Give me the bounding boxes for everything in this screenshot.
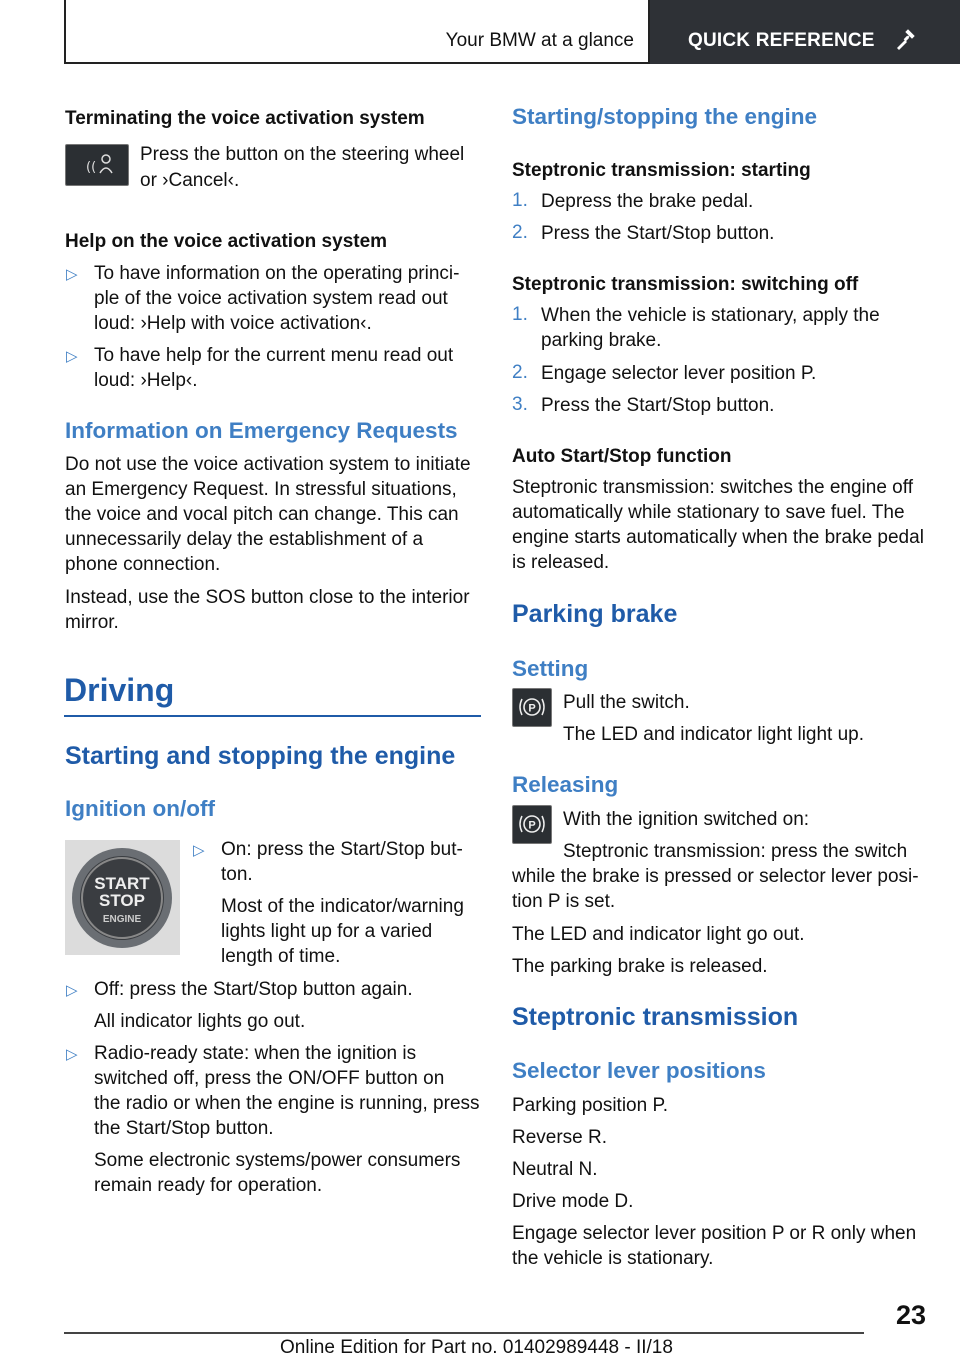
bullet-triangle-icon: ▷ bbox=[193, 842, 205, 859]
radio-bullet-line-4: the Start/Stop button. bbox=[94, 1118, 274, 1139]
help-bullet-1-line-1: To have information on the operating princi- bbox=[94, 263, 460, 284]
radio-sub-line-1: Some electronic systems/power consumers bbox=[94, 1150, 461, 1171]
svg-text:P: P bbox=[528, 702, 536, 715]
bullet-triangle-icon: ▷ bbox=[66, 1046, 78, 1063]
position-d: Drive mode D. bbox=[512, 1191, 634, 1212]
position-r: Reverse R. bbox=[512, 1127, 608, 1148]
stop-label: STOP bbox=[99, 891, 145, 910]
on-bullet-line-2: ton. bbox=[221, 864, 253, 885]
auto-line-3: engine starts automatically when the brake pedal bbox=[512, 527, 924, 548]
emergency-heading: Information on Emergency Requests bbox=[65, 418, 458, 443]
parking-brake-icon bbox=[513, 806, 551, 843]
emergency-p2-line-1: Instead, use the SOS button close to the interior bbox=[65, 587, 470, 608]
on-sub-line-1: Most of the indicator/warning bbox=[221, 896, 464, 917]
page-number: 23 bbox=[896, 1300, 927, 1330]
emergency-p1-line-4: unnecessarily delay the establishment of a bbox=[65, 529, 424, 550]
step-number: 3. bbox=[512, 394, 528, 415]
position-n: Neutral N. bbox=[512, 1159, 598, 1180]
help-voice-heading: Help on the voice activation system bbox=[65, 231, 388, 252]
start-stop-engine-heading: Starting and stopping the engine bbox=[65, 742, 456, 770]
wrench-icon bbox=[894, 28, 918, 52]
emergency-p1-line-5: phone connection. bbox=[65, 554, 221, 575]
st-off-step-1-line-2: parking brake. bbox=[541, 330, 662, 351]
radio-bullet-line-1: Radio-ready state: when the ignition is bbox=[94, 1043, 417, 1064]
help-bullet-2-line-2: loud: ›Help‹. bbox=[94, 370, 198, 391]
terminating-voice-heading: Terminating the voice activation system bbox=[65, 108, 425, 129]
footer-edition: Online Edition for Part no. 01402989448 - II/18 bbox=[280, 1337, 673, 1358]
parking-switch-image bbox=[512, 688, 552, 727]
radio-bullet-line-3: the radio or when the engine is running, press bbox=[94, 1093, 480, 1114]
svg-text:((: (( bbox=[86, 160, 97, 175]
bullet-triangle-icon: ▷ bbox=[66, 266, 78, 283]
engage-line-1: Engage selector lever position P or R only when bbox=[512, 1223, 917, 1244]
setting-line-2: The LED and indicator light light up. bbox=[563, 724, 865, 745]
parking-brake-heading: Parking brake bbox=[512, 600, 678, 628]
emergency-p1-line-1: Do not use the voice activation system to initiate bbox=[65, 454, 471, 475]
header-section-title: Your BMW at a glance bbox=[445, 30, 634, 51]
driving-rule bbox=[64, 715, 481, 717]
help-bullet-2-line-1: To have help for the current menu read out bbox=[94, 345, 454, 366]
start-stop-icon bbox=[65, 840, 180, 955]
footer-rule bbox=[64, 1332, 864, 1334]
voice-command-icon bbox=[66, 145, 128, 185]
on-sub-line-2: lights light up for a varied bbox=[221, 921, 433, 942]
parking-switch-image bbox=[512, 805, 552, 844]
auto-line-4: is released. bbox=[512, 552, 610, 573]
selector-lever-heading: Selector lever positions bbox=[512, 1058, 766, 1083]
releasing-line-5: The LED and indicator light go out. bbox=[512, 924, 805, 945]
engage-line-2: the vehicle is stationary. bbox=[512, 1248, 714, 1269]
st-start-heading: Steptronic transmission: starting bbox=[512, 160, 811, 181]
st-off-step-2: Engage selector lever position P. bbox=[541, 363, 817, 384]
starting-stopping-heading: Starting/stopping the engine bbox=[512, 104, 817, 129]
on-bullet-line-1: On: press the Start/Stop but- bbox=[221, 839, 463, 860]
start-label: START bbox=[94, 874, 150, 893]
off-sub: All indicator lights go out. bbox=[94, 1011, 306, 1032]
bullet-triangle-icon: ▷ bbox=[66, 348, 78, 365]
emergency-p1-line-3: the voice and vocal pitch can change. This can bbox=[65, 504, 459, 525]
position-p: Parking position P. bbox=[512, 1095, 668, 1116]
st-off-step-1-line-1: When the vehicle is stationary, apply the bbox=[541, 305, 880, 326]
releasing-heading: Releasing bbox=[512, 772, 619, 797]
driving-heading: Driving bbox=[64, 672, 175, 708]
help-bullet-1-line-3: loud: ›Help with voice activation‹. bbox=[94, 313, 372, 334]
emergency-p1-line-2: an Emergency Request. In stressful situations, bbox=[65, 479, 457, 500]
off-bullet: Off: press the Start/Stop button again. bbox=[94, 979, 413, 1000]
st-start-step-1: Depress the brake pedal. bbox=[541, 191, 754, 212]
auto-start-stop-heading: Auto Start/Stop function bbox=[512, 446, 732, 467]
auto-line-2: automatically while stationary to save fuel. The bbox=[512, 502, 905, 523]
ignition-heading: Ignition on/off bbox=[65, 796, 215, 821]
radio-bullet-line-2: switched off, press the ON/OFF button on bbox=[94, 1068, 445, 1089]
svg-text:P: P bbox=[528, 819, 536, 832]
help-bullet-1-line-2: ple of the voice activation system read out bbox=[94, 288, 448, 309]
step-number: 2. bbox=[512, 362, 528, 383]
radio-sub-line-2: remain ready for operation. bbox=[94, 1175, 323, 1196]
start-stop-button-image bbox=[65, 840, 180, 955]
bullet-triangle-icon: ▷ bbox=[66, 982, 78, 999]
setting-heading: Setting bbox=[512, 656, 589, 681]
releasing-line-2: Steptronic transmission: press the switch bbox=[563, 841, 908, 862]
header-section-box bbox=[64, 0, 650, 64]
parking-brake-icon bbox=[513, 689, 551, 726]
terminating-line-1: Press the button on the steering wheel bbox=[140, 144, 465, 165]
voice-button-image bbox=[65, 144, 129, 186]
header-tab-label: QUICK REFERENCE bbox=[688, 30, 875, 51]
on-sub-line-3: length of time. bbox=[221, 946, 341, 967]
releasing-line-1: With the ignition switched on: bbox=[563, 809, 810, 830]
header-tab bbox=[650, 0, 960, 64]
st-off-step-3: Press the Start/Stop button. bbox=[541, 395, 775, 416]
steptronic-heading: Steptronic transmission bbox=[512, 1003, 799, 1031]
st-off-heading: Steptronic transmission: switching off bbox=[512, 274, 859, 295]
st-start-step-2: Press the Start/Stop button. bbox=[541, 223, 775, 244]
releasing-line-6: The parking brake is released. bbox=[512, 956, 768, 977]
auto-line-1: Steptronic transmission: switches the engine off bbox=[512, 477, 913, 498]
releasing-line-3: while the brake is pressed or selector lever posi- bbox=[512, 866, 919, 887]
terminating-line-2: or ›Cancel‹. bbox=[140, 170, 240, 191]
step-number: 2. bbox=[512, 222, 528, 243]
engine-label: ENGINE bbox=[102, 914, 142, 925]
step-number: 1. bbox=[512, 304, 528, 325]
setting-line-1: Pull the switch. bbox=[563, 692, 690, 713]
releasing-line-4: tion P is set. bbox=[512, 891, 616, 912]
step-number: 1. bbox=[512, 190, 528, 211]
emergency-p2-line-2: mirror. bbox=[65, 612, 119, 633]
